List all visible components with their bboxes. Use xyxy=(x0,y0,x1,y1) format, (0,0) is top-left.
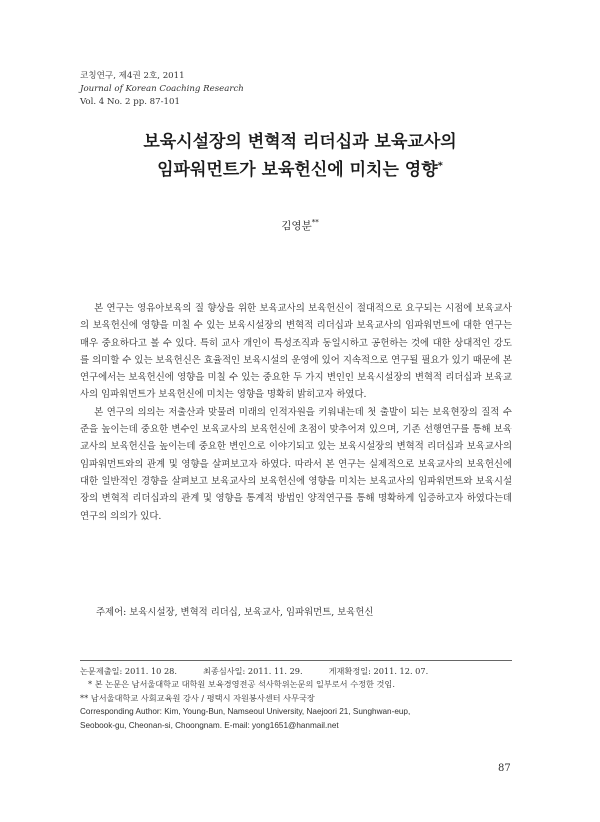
abstract xyxy=(80,300,512,525)
journal-name-english: Journal of Korean Coaching Research xyxy=(80,84,244,94)
submitted-date: 논문제출일: 2011. 10 28. xyxy=(80,666,177,676)
journal-header xyxy=(80,70,244,109)
footnote-2: ** 남서울대학교 사회교육원 강사 / 평택시 자원봉사센터 사무국장 xyxy=(80,692,315,703)
author-name: 김영분 xyxy=(281,220,312,232)
accepted-date: 게재확정일: 2011. 12. 07. xyxy=(328,666,429,676)
paper-title xyxy=(0,128,600,184)
footnote-1: * 본 논문은 남서울대학교 대학원 보육경영전공 석사학위논문의 일부로서 수정한 것임. xyxy=(88,679,395,690)
page-number: 87 xyxy=(498,763,511,774)
title-line-2 xyxy=(0,156,600,184)
title-line-1: 보육시설장의 변혁적 리더십과 보육교사의 xyxy=(143,132,457,152)
title-line-2-text: 임파워먼트가 보육헌신에 미치는 영향 xyxy=(157,160,438,180)
footnote-divider xyxy=(80,660,512,661)
abstract-paragraph-1: 본 연구는 영유아보육의 질 향상을 위한 보육교사의 보육헌신이 절대적으로 요구되는 시점에 보육교사의 보육헌신에 영향을 미칠 수 있는 보육시설장의 변혁적 리더십과 보육교사의 임파워먼트에 대한 연구는 매우 중요하다고 볼 수 있다. 특히 교사 개인이 특성조직과 동일시하고 공헌하는 것에 대한 상대적인 강도를 의미할 수 있는 보육헌신은 효율적인 보육시설의 운영에 있어 지속적으로 연구될 필요가 있기 때문에 본 연구에서는 보육헌신에 영향을 미칠 수 있는 중요한 두 가지 변인인 보육시설장의 변혁적 리더십과 보육교사의 임파워먼트가 보육헌신에 미치는 영향을 명확히 밝히고자 하였다. xyxy=(80,303,512,401)
journal-name-korean: 코칭연구, 제4권 2호, 2011 xyxy=(80,71,185,81)
corresponding-author-line-1: Corresponding Author: Kim, Young-Bun, Namseoul University, Naejoori 21, Sunghwan-eup, xyxy=(80,707,411,717)
submission-dates xyxy=(80,665,520,678)
author-footnote-mark: ** xyxy=(311,218,319,227)
author xyxy=(0,218,600,233)
journal-volume: Vol. 4 No. 2 pp. 87-101 xyxy=(80,97,180,107)
corresponding-author-line-2: Seobook-gu, Cheonan-si, Choongnam. E-mail: yong1651@hanmail.net xyxy=(80,720,339,730)
title-footnote-mark: * xyxy=(437,160,443,172)
footnotes xyxy=(80,665,520,732)
reviewed-date: 최종심사일: 2011. 11. 29. xyxy=(203,666,303,676)
keywords: 주제어: 보육시설장, 변혁적 리더십, 보육교사, 임파워먼트, 보육헌신 xyxy=(96,607,374,618)
abstract-paragraph-2: 본 연구의 의의는 저출산과 맞물려 미래의 인적자원을 키워내는데 첫 출발이 되는 보육현장의 질적 수준을 높이는데 중요한 변수인 보육교사의 보육헌신에 초점이 맞추어져 있으며, 기존 선행연구를 통해 보육교사의 보육헌신을 높이는데 중요한 변인으로 이야기되고 있는 보육시설장의 변혁적 리더십과 보육교사의 임파워먼트와의 관계 및 영향을 살펴보고자 하였다. 따라서 본 연구는 실제적으로 보육교사의 보육헌신에 대한 일반적인 경향을 살펴보고 보육교사의 보육헌신에 영향을 미치는 보육교사의 임파워먼트와 보육시설장의 변혁적 리더십과의 관계 및 영향을 통계적 방법인 양적연구를 통해 명확하게 입증하고자 하였다는데 연구의 의의가 있다. xyxy=(80,406,512,522)
